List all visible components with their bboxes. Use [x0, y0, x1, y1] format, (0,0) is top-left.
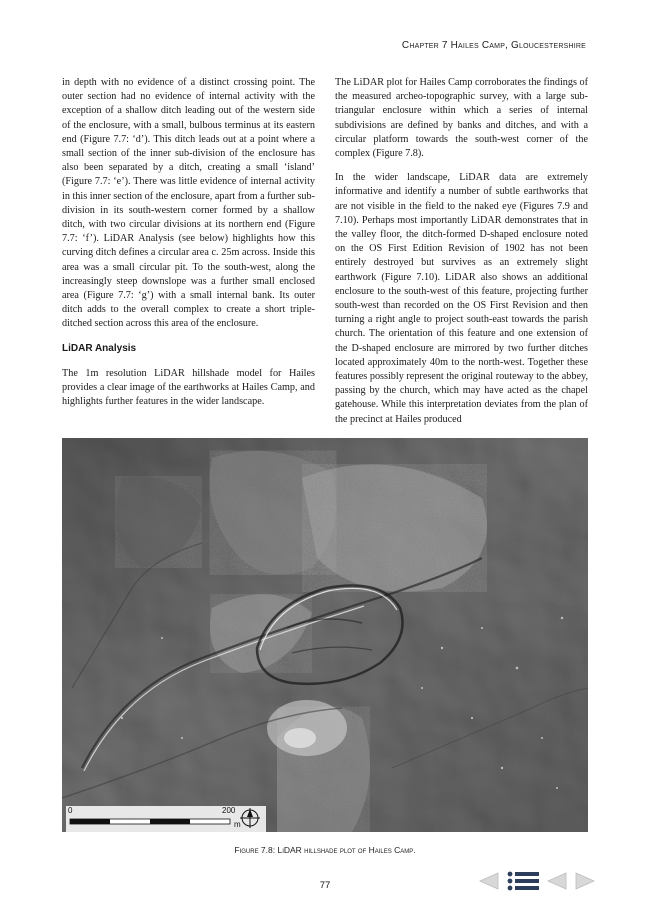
body-paragraph: The LiDAR plot for Hailes Camp corroborates the findings of the measured archeo-topographic survey, with a large sub-triangular enclosure within which a series of internal subdivisions are defined by banks and ditches, and with a circular platform towards the south-west corner of the complex (Figure 7.8).	[335, 77, 588, 160]
scale-bar	[66, 806, 266, 832]
body-paragraph: In the wider landscape, LiDAR data are extremely informative and identify a number of subtle earthworks that are not visible in the field to the naked eye (Figures 7.9 and 7.10). Perhaps most importantly LiDAR demonstrates that in the valley floor, the ditch-formed D-shaped enclosure noted on the OS First Edition Revision of 1902 has not been entirely destroyed but survives as an extremely slight earthwork (Figure 7.10). LiDAR also shows an additional enclosure to the south-west of this feature, projecting further south-west than recorded on the OS First Revision and then turning a right angle to project south-east towards the parish church. The orientation of this feature and one extension of the D-shaped enclosure are mirrored by two further ditches located approximately 40m to the north-west. Together these features possibly represent the original routeway to the abbey, passing by the church, which may have acted as the chapel gatehouse. While this interpretation deviates from the plan of the precinct at Hailes produced	[335, 172, 588, 425]
back-icon[interactable]	[546, 872, 568, 890]
left-column	[62, 76, 315, 419]
figure-caption: Figure 7.8: LiDAR hillshade plot of Hailes Camp.	[234, 845, 416, 855]
page-navigation	[478, 870, 596, 892]
right-column	[335, 76, 588, 437]
next-page-icon[interactable]	[574, 872, 596, 890]
body-paragraph: in depth with no evidence of a distinct crossing point. The outer section had no evidence of internal activity with the exception of a shallow ditch leading out of the western side of the enclosure, with a small, bulbous terminus at its eastern end (Figure 7.7: ‘d’). This ditch leads out at a point where a small section of the inner sub-division of the enclosure has also been separated by a ditch, creating a small ‘island’ (Figure 7.7: ‘e’). There was little evidence of internal activity in this inner section of the enclosure, apart from a further sub-division in its south-western corner formed by a shallow ditch, with two circular divisions at its northern end (Figure 7.7: ‘f’). LiDAR Analysis (see below) highlights how this curving ditch defines a circular area c. 25m across. Inside this area was a small circular pit. To the south-west, along the increasingly steep downslope was a further small enclosed area (Figure 7.7: ‘g’) with a small internal bank. Its outer ditch adds to the overall complex to create a short triple-ditched section across this area of the enclosure.	[62, 77, 315, 330]
running-header: Chapter 7 Hailes Camp, Gloucestershire	[401, 40, 586, 51]
scale-unit: m	[234, 820, 241, 829]
scale-label-start: 0	[68, 806, 73, 815]
lidar-hillshade-image	[62, 438, 588, 832]
page-number: 77	[319, 880, 331, 891]
previous-page-icon[interactable]	[478, 872, 500, 890]
section-heading: LiDAR Analysis	[62, 342, 137, 354]
body-paragraph: The 1m resolution LiDAR hillshade model for Hailes provides a clear image of the earthworks at Hailes Camp, and highlights further features in the wider landscape.	[62, 367, 315, 408]
contents-icon[interactable]	[506, 871, 540, 891]
scale-label-end: 200	[222, 806, 236, 815]
